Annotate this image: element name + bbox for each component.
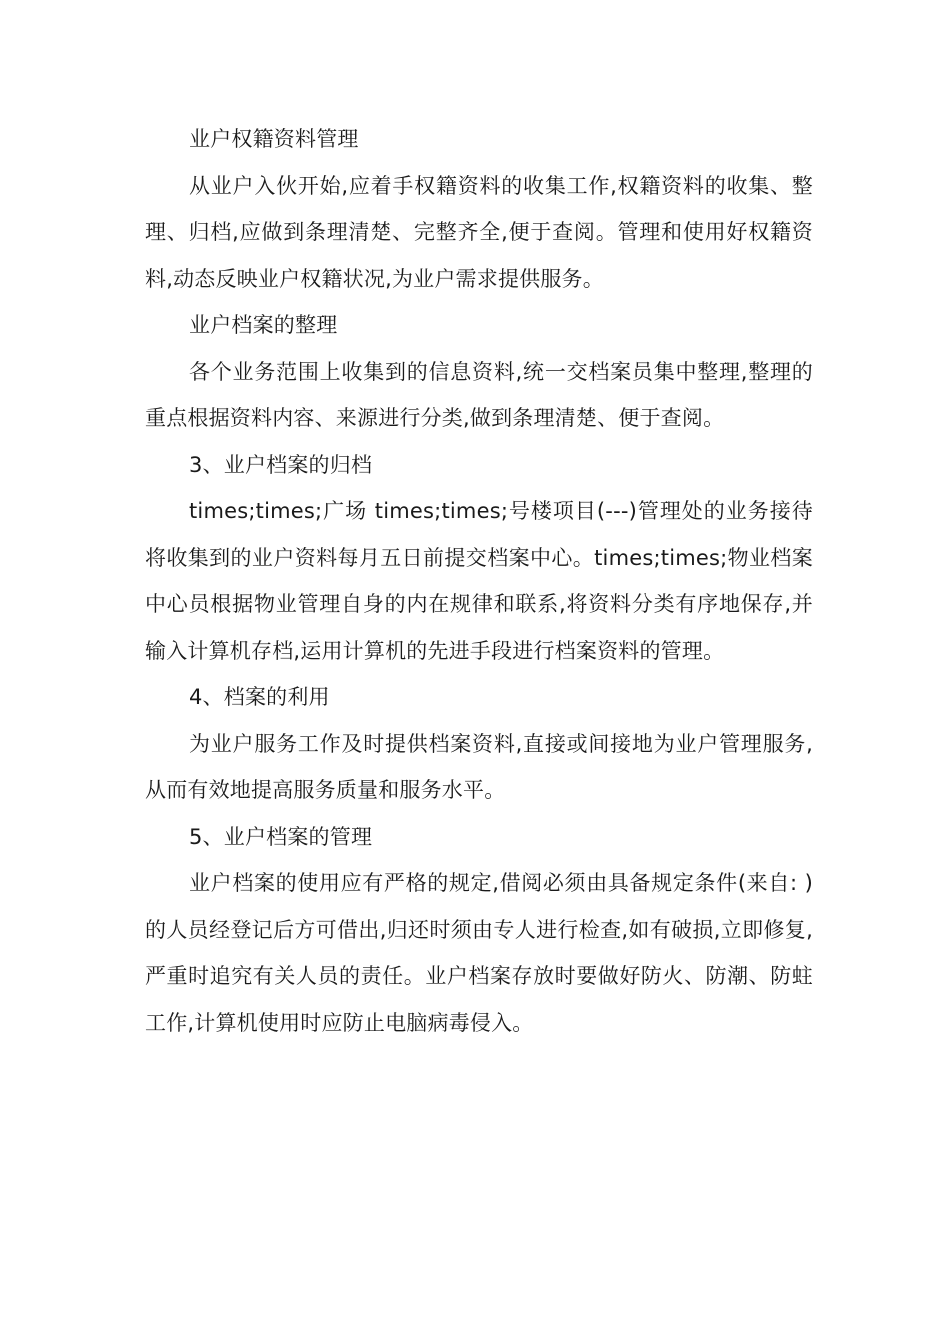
section-heading-filing: 3、业户档案的归档 bbox=[189, 452, 373, 477]
paragraph-file-management: 业户档案的使用应有严格的规定,借阅必须由具备规定条件(来自: )的人员经登记后方可借出,归还时须由专人进行检查,如有破损,立即修复,严重时追究有关人员的责任。业户档案存放时要做好防火、防潮、防蛀工作,计算机使用时应防止电脑病毒侵入。 bbox=[145, 871, 813, 1035]
section-heading-file-usage: 4、档案的利用 bbox=[189, 685, 330, 709]
section-heading-ownership-records: 业户权籍资料管理 bbox=[189, 127, 359, 151]
paragraph-ownership-records: 从业户入伙开始,应着手权籍资料的收集工作,权籍资料的收集、整理、归档,应做到条理清楚、完整齐全,便于查阅。管理和使用好权籍资料,动态反映业户权籍状况,为业户需求提供服务。 bbox=[145, 173, 813, 291]
section-heading-file-management: 5、业户档案的管理 bbox=[189, 824, 373, 849]
paragraph-filing: times;times;广场 times;times;号楼项目(---)管理处的业务接待将收集到的业户资料每月五日前提交档案中心。times;times;物业档案中心员根据物业管理自身的内在规律和联系,将资料分类有序地保存,并输入计算机存档,运用计算机的先进手段进行档案资料的管理。 bbox=[145, 499, 813, 663]
paragraph-file-organization: 各个业务范围上收集到的信息资料,统一交档案员集中整理,整理的重点根据资料内容、来源进行分类,做到条理清楚、便于查阅。 bbox=[145, 359, 813, 430]
document-body bbox=[145, 116, 813, 1046]
paragraph-file-usage: 为业户服务工作及时提供档案资料,直接或间接地为业户管理服务,从而有效地提高服务质量和服务水平。 bbox=[145, 731, 813, 802]
section-heading-file-organization: 业户档案的整理 bbox=[189, 313, 338, 337]
